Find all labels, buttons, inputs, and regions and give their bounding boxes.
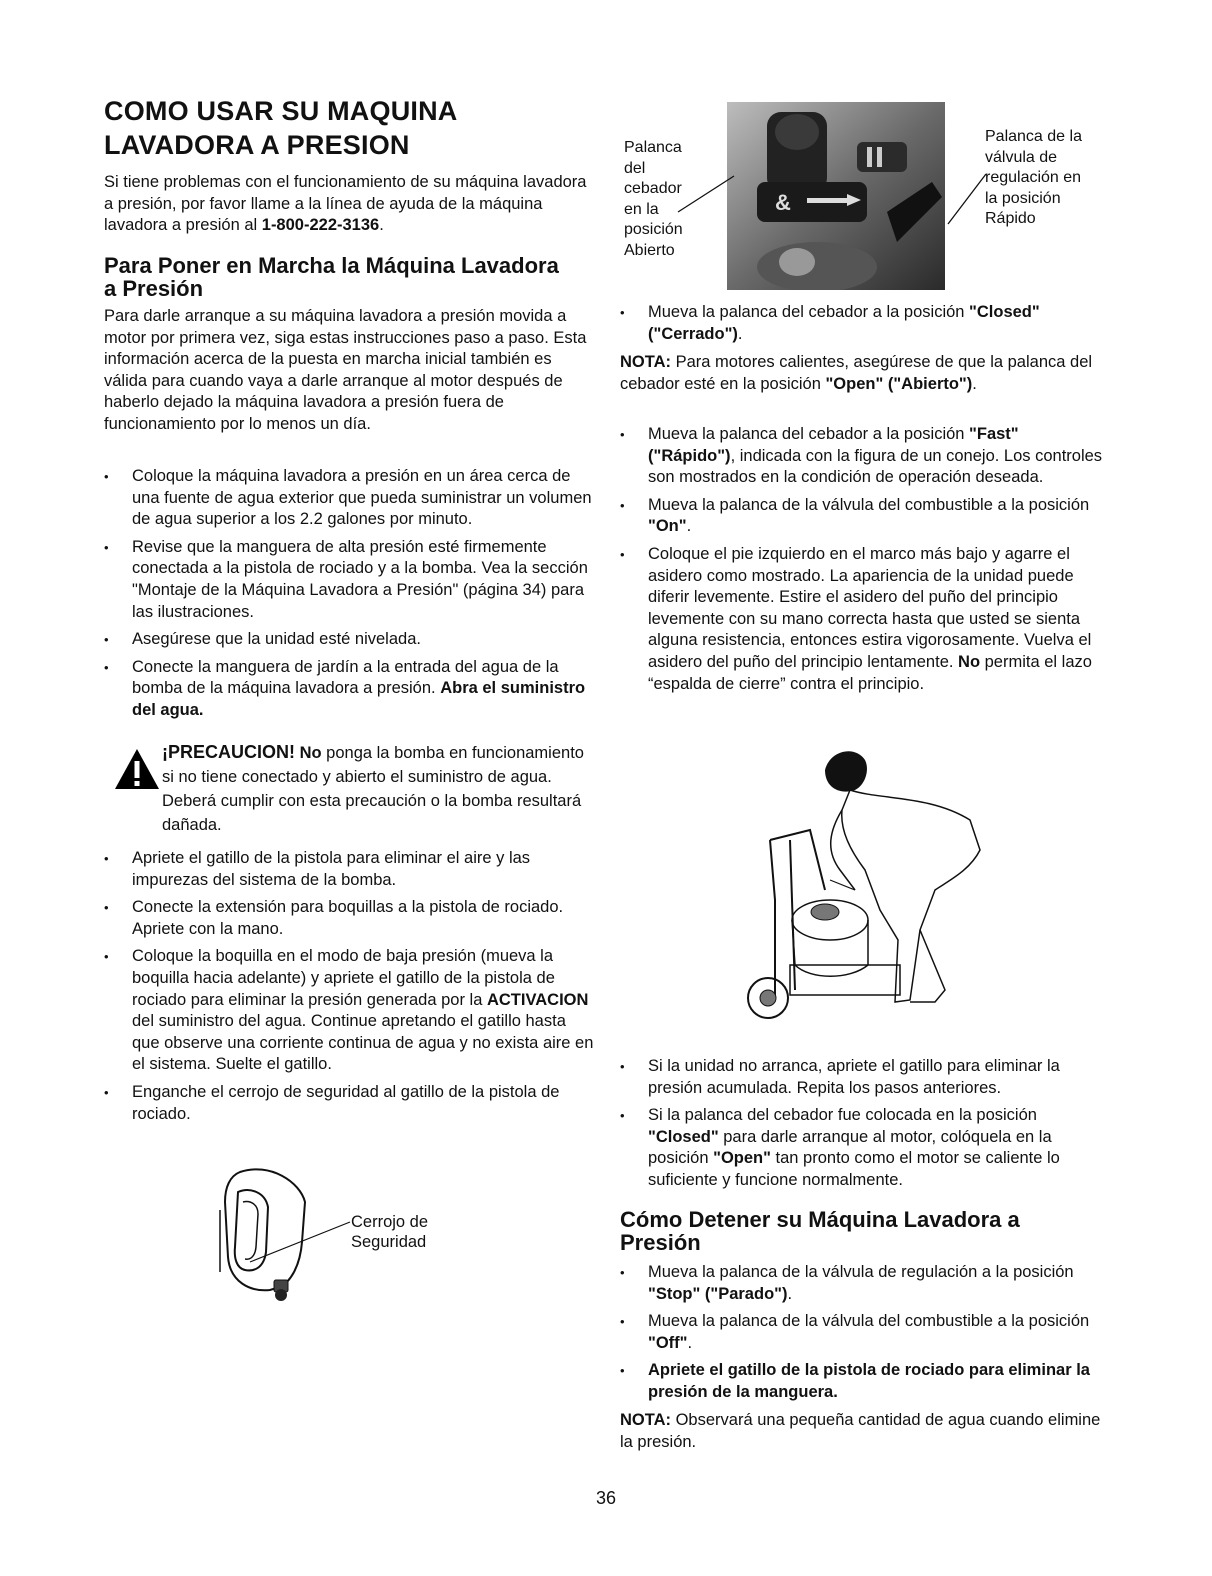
list-item: • Revise que la manguera de alta presión esté firmemente conectada a la pistola de rociado y a la bomba. Vea la sección "Montaje de la Máquina Lavadora a Presión" (página 34) para las ilustraciones. — [104, 537, 594, 623]
engine-controls-photo — [727, 102, 945, 290]
throttle-lever-caption: Palanca de la válvula de regulación en la posición Rápido — [985, 128, 1082, 227]
start-steps-list-2 — [104, 848, 594, 1131]
choke-pointer-line — [676, 174, 736, 214]
list-item: • Mueva la palanca de la válvula del combustible a la posición "On". — [620, 495, 1110, 538]
list-item: • Enganche el cerrojo de seguridad al gatillo de la pistola de rociado. — [104, 1082, 594, 1125]
list-item: • Conecte la extensión para boquillas a la pistola de rociado. Apriete con la mano. — [104, 897, 594, 940]
list-item: • Asegúrese que la unidad esté nivelada. — [104, 629, 594, 651]
list-item: • Si la unidad no arranca, apriete el gatillo para eliminar la presión acumulada. Repita los pasos anteriores. — [620, 1056, 1110, 1099]
page-title: COMO USAR SU MAQUINA LAVADORA A PRESION — [104, 96, 457, 160]
choke-steps-list — [620, 302, 1110, 351]
starting-engine-illustration — [730, 740, 990, 1030]
note-warm-engine: NOTA: Para motores calientes, asegúrese de que la palanca del cebador esté en la posición "Open" ("Abierto"). — [620, 353, 1093, 393]
list-item: • Coloque la boquilla en el modo de baja presión (mueva la boquilla hacia adelante) y apriete el gatillo de la pistola de rociado para eliminar la presión generada por la ACTIVACION del suministro del agua. Continue apretando el gatillo hasta que observe una corriente continua de agua y no exista aire en el sistema. Suelte el gatillo. — [104, 946, 594, 1076]
svg-text:&: & — [775, 190, 791, 215]
list-item: • Mueva la palanca de la válvula de regulación a la posición "Stop" ("Parado"). — [620, 1262, 1110, 1305]
page-number: 36 — [595, 1488, 617, 1508]
throttle-pointer-line — [944, 172, 988, 228]
safety-latch-label: Cerrojo de Seguridad — [351, 1213, 429, 1251]
note-stop: NOTA: Observará una pequeña cantidad de agua cuando elimine la presión. — [620, 1411, 1101, 1451]
start-instructions-paragraph: Para darle arranque a su máquina lavadora a presión movida a motor por primera vez, siga estas instrucciones paso a paso. Esta información acerca de la puesta en marcha inicial también es válida para cuando vaya a darle arranque al motor después de haberlo dejado la máquina lavadora a presión fuera de funcionamiento por lo menos un día. — [104, 307, 587, 433]
list-item: • Coloque el pie izquierdo en el marco más bajo y agarre el asidero como mostrado. La apariencia de la unidad puede diferir levemente. Estire el asidero del puño del principio levemente con su mano correcta hasta que usted se sienta alguna resistencia, entonces estira vigorosamente. Vuelva el asidero del puño del principio lentamente. No permita el lazo “espalda de cierre” contra el principio. — [620, 544, 1110, 695]
caution-text: ¡PRECAUCION! No ponga la bomba en funcionamiento si no tiene conectado y abierto el suministro de agua. Deberá cumplir con esta precaución o la bomba resultará dañada. — [162, 742, 584, 834]
list-item: • Apriete el gatillo de la pistola de rociado para eliminar la presión de la manguera. — [620, 1360, 1110, 1403]
caution-block — [104, 740, 594, 837]
list-item: • Coloque la máquina lavadora a presión en un área cerca de una fuente de agua exterior que pueda suministrar un volumen de agua superior a los 2.2 galones por minuto. — [104, 466, 594, 531]
start-steps-list — [104, 466, 594, 728]
warning-icon — [114, 748, 160, 790]
choke-lever-caption: Palanca del cebador en la posición Abierto — [624, 139, 683, 259]
caution-word: ¡PRECAUCION! — [162, 742, 295, 762]
troubleshoot-steps-list — [620, 1056, 1110, 1198]
intro-paragraph: Si tiene problemas con el funcionamiento de su máquina lavadora a presión, por favor llame a la línea de ayuda de la máquina lavadora a presión al 1-800-222-3136. — [104, 173, 587, 235]
helpline-phone: 1-800-222-3136 — [261, 216, 380, 235]
list-item: • Mueva la palanca de la válvula del combustible a la posición "Off". — [620, 1311, 1110, 1354]
list-item: • Mueva la palanca del cebador a la posición "Closed" ("Cerrado"). — [620, 302, 1110, 345]
section-heading-stop: Cómo Detener su Máquina Lavadora a Presión — [620, 1207, 1020, 1255]
start-engine-steps-list — [620, 424, 1110, 701]
list-item: • Conecte la manguera de jardín a la entrada del agua de la bomba de la máquina lavadora a presión. Abra el suministro del agua. — [104, 657, 594, 722]
list-item: • Apriete el gatillo de la pistola para eliminar el aire y las impurezas del sistema de la bomba. — [104, 848, 594, 891]
list-item: • Mueva la palanca del cebador a la posición "Fast" ("Rápido"), indicada con la figura de un conejo. Los controles son mostrados en la condición de operación deseada. — [620, 424, 1110, 489]
section-heading-start: Para Poner en Marcha la Máquina Lavadora a Presión — [104, 253, 559, 301]
list-item: • Si la palanca del cebador fue colocada en la posición "Closed" para darle arranque al motor, colóquela en la posición "Open" tan pronto como el motor se caliente lo suficiente y funcione normalmente. — [620, 1105, 1110, 1191]
stop-steps-list — [620, 1262, 1110, 1410]
